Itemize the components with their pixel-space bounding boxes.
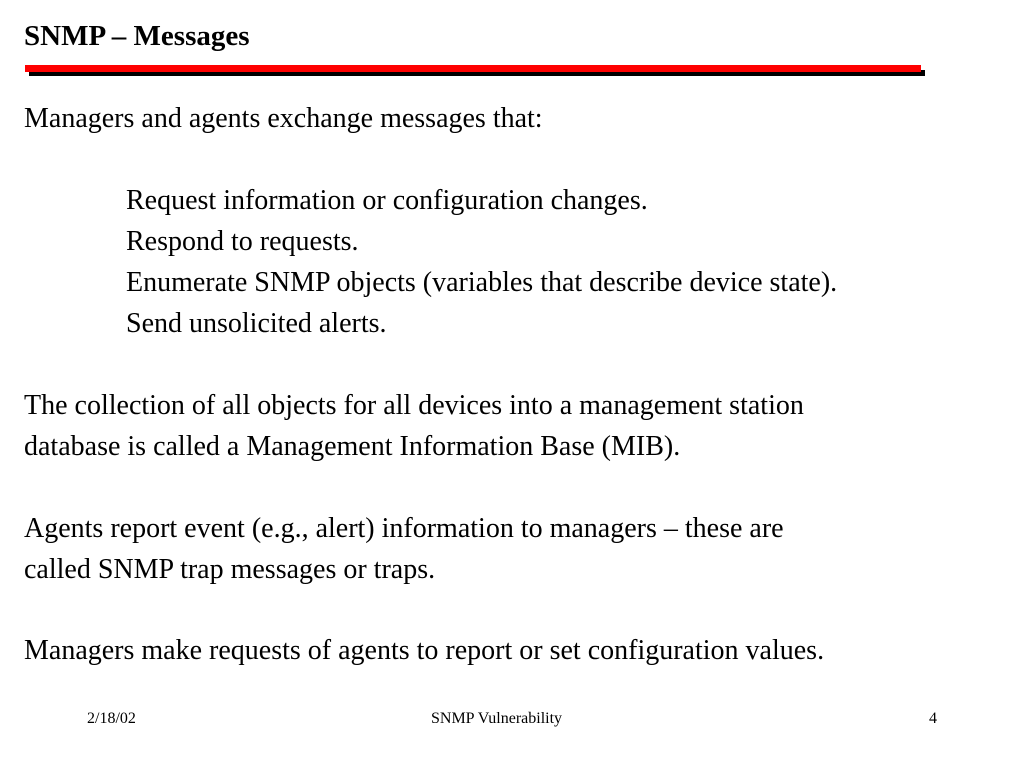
paragraph-line: database is called a Management Information Base (MIB). [24, 431, 681, 462]
slide-title: SNMP – Messages [24, 20, 250, 52]
list-item: Respond to requests. [126, 226, 359, 257]
list-item: Request information or configuration changes. [126, 185, 648, 216]
page-number: 4 [929, 710, 937, 727]
requests-paragraph: Managers make requests of agents to report or set configuration values. [24, 635, 825, 666]
footer-title: SNMP Vulnerability [431, 710, 563, 727]
footer-date: 2/18/02 [87, 710, 136, 727]
paragraph-line: The collection of all objects for all devices into a management station [24, 390, 804, 421]
list-item: Send unsolicited alerts. [126, 308, 387, 339]
title-rule [25, 65, 921, 72]
mib-paragraph [24, 385, 804, 467]
paragraph-line: called SNMP trap messages or traps. [24, 554, 436, 585]
list-item: Enumerate SNMP objects (variables that describe device state). [126, 267, 838, 298]
traps-paragraph [24, 508, 784, 590]
message-types-list [126, 180, 837, 344]
intro-text: Managers and agents exchange messages that: [24, 103, 543, 134]
paragraph-line: Agents report event (e.g., alert) information to managers – these are [24, 513, 784, 544]
